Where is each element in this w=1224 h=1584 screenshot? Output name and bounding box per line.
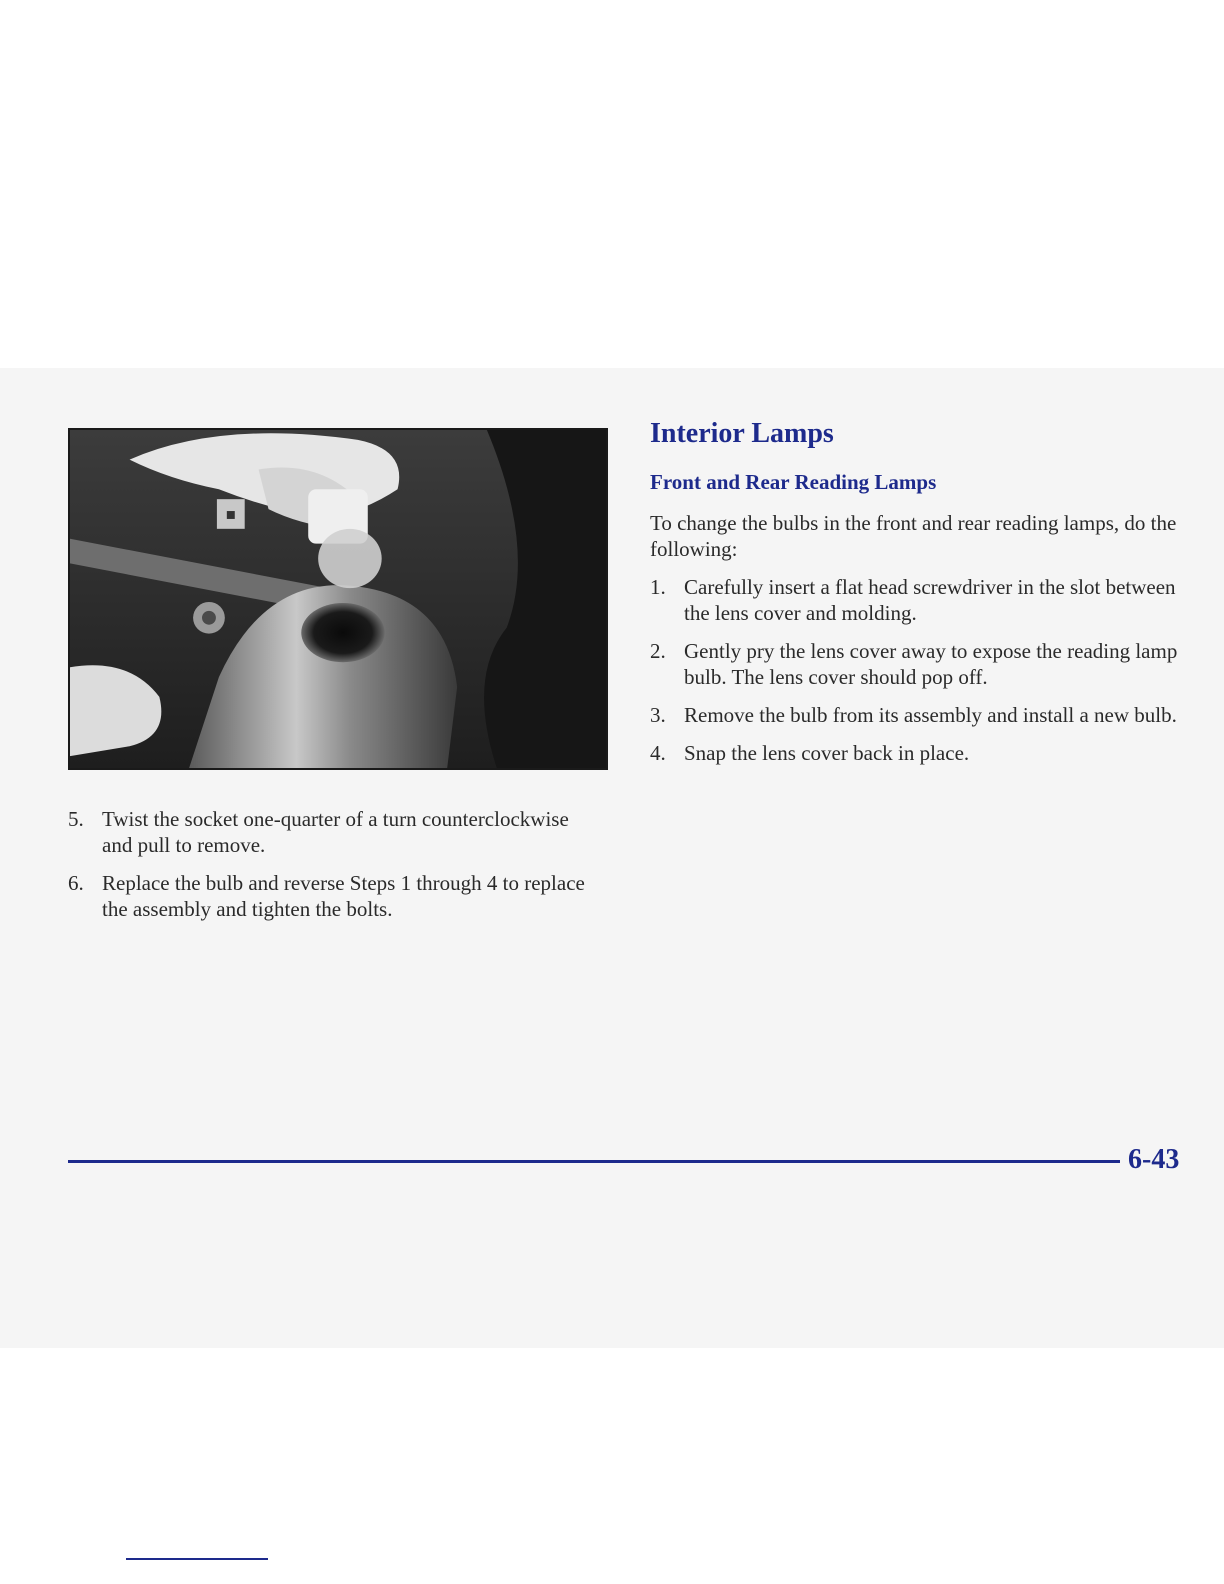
step-number: 2.: [650, 639, 666, 663]
list-item: [650, 702, 1195, 728]
step-text: Snap the lens cover back in place.: [684, 741, 970, 765]
step-text: Gently pry the lens cover away to expose the reading lamp bulb. The lens cover should pop off.: [684, 639, 1178, 689]
step-number: 1.: [650, 575, 666, 599]
list-item: [650, 740, 1195, 766]
step-text: Twist the socket one-quarter of a turn counterclockwise and pull to remove.: [102, 807, 569, 857]
list-item: [68, 870, 588, 922]
bottom-divider: [126, 1558, 268, 1560]
subsection-title: Front and Rear Reading Lamps: [650, 470, 937, 494]
step-text: Replace the bulb and reverse Steps 1 through 4 to replace the assembly and tighten the bolts.: [102, 871, 585, 921]
step-number: 3.: [650, 703, 666, 727]
photo-socket-bulb-removal: [68, 428, 608, 770]
step-text: Carefully insert a flat head screwdriver in the slot between the lens cover and molding.: [684, 575, 1176, 625]
photo-illustration: [70, 430, 606, 768]
right-steps-list: [650, 574, 1195, 778]
footer-divider: [68, 1160, 1120, 1163]
list-item: [650, 574, 1195, 626]
step-number: 4.: [650, 741, 666, 765]
list-item: [650, 638, 1195, 690]
section-title: Interior Lamps: [650, 418, 834, 449]
step-number: 5.: [68, 807, 84, 831]
intro-paragraph: To change the bulbs in the front and rear reading lamps, do the following:: [650, 511, 1177, 561]
step-text: Remove the bulb from its assembly and install a new bulb.: [684, 703, 1177, 727]
list-item: [68, 806, 588, 858]
left-steps-list: [68, 806, 588, 934]
step-number: 6.: [68, 871, 84, 895]
page-number: 6-43: [1128, 1144, 1180, 1175]
